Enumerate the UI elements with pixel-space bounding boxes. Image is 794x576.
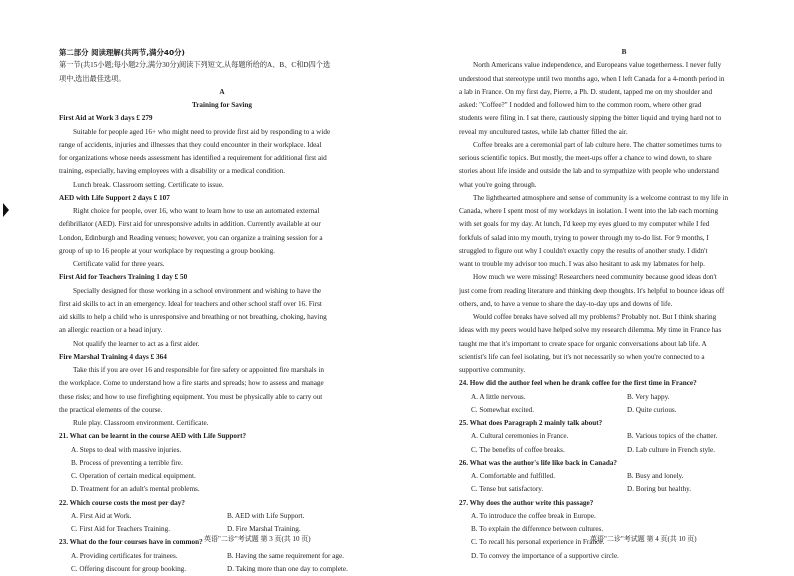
course-line: range of accidents, injuries and illnesses that they could encounter in their workplace. Ideal xyxy=(59,140,322,149)
paragraph-line: How much we were missing! Researchers need community because good ideas don't xyxy=(473,273,717,282)
paragraph-line: just come from reading literature and thinking deep thoughts. It's helpful to bounce ideas off xyxy=(459,286,725,295)
answer-option[interactable]: D. To convey the importance of a supportive circle. xyxy=(471,551,619,560)
course-line: Take this if you are over 16 and responsible for fire safety or appointed fire marshals in xyxy=(73,366,324,374)
paragraph-line: North Americans value independence, and Europeans value togetherness. I never fully xyxy=(473,61,722,70)
answer-option[interactable]: D. Boring but healthy. xyxy=(627,485,692,494)
paragraph-line: asked: "Coffee?" I nodded and followed him to the common room, where other grad xyxy=(459,101,702,109)
answer-option[interactable]: B. Very happy. xyxy=(627,392,670,401)
answer-option[interactable]: C. To recall his personal experience in France. xyxy=(471,538,605,547)
page-footer-right: 英语"二诊"考试题 第 4 页(共 10 页) xyxy=(590,535,697,543)
page-footer-left: 英语"二诊"考试题 第 3 页(共 10 页) xyxy=(204,535,311,543)
answer-option[interactable]: C. Offering discount for group booking. xyxy=(71,564,187,573)
paragraph-line: students were filing in. I sat there, cautiously sipping the bitter liquid and trying hard not to xyxy=(459,114,722,123)
course-line: first aid skills to act in an emergency. Ideal for teachers and other school staff over 16. First xyxy=(59,299,322,308)
answer-option[interactable]: A. Providing certificates for trainees. xyxy=(71,551,178,560)
paragraph-line: scientist's life can feel isolating, but it's not necessarily so when you're connected to a xyxy=(459,352,705,361)
question-stem: 22. Which course costs the most per day? xyxy=(59,498,185,507)
course-heading: Fire Marshal Training 4 days £ 364 xyxy=(59,352,167,361)
option-row xyxy=(459,391,789,404)
paragraph-line: serious scientific topics. But mostly, the meet-ups offer a chance to wind down, to share xyxy=(459,154,712,162)
course-note: Certificate valid for three years. xyxy=(73,260,165,268)
course-line: the workplace. Come to understand how a fire starts and spreads; how to assess and manage xyxy=(59,379,324,388)
course-line: London, Edinburgh and Reading venues; however, you can organize a training session for a xyxy=(59,233,323,242)
course-line: Specially designed for those working in a school environment and wishing to have the xyxy=(73,286,322,295)
left-column xyxy=(59,46,385,576)
paragraph-line: understood that stereotype until two months ago, when I left Canada for a 4-month period in xyxy=(459,74,725,83)
option-row xyxy=(59,510,385,523)
paragraph-line: Canada, where I spent most of my workdays in isolation. I went into the lab each morning xyxy=(459,207,719,215)
question-stem: 24. How did the author feel when he drank coffee for the first time in France? xyxy=(459,379,697,388)
answer-option[interactable]: C. The benefits of coffee breaks. xyxy=(471,445,565,454)
course-heading: First Aid for Teachers Training 1 day £ 50 xyxy=(59,273,188,282)
answer-option[interactable]: A. A little nervous. xyxy=(471,392,526,401)
question-stem: 26. What was the author's life like back in Canada? xyxy=(459,458,618,467)
right-column xyxy=(459,46,789,563)
answer-option[interactable]: B. Having the same requirement for age. xyxy=(227,551,344,560)
paragraph-line: with set goals for my day. At lunch, I'd keep my eyes glued to my computer while I fed xyxy=(459,220,710,229)
answer-option[interactable]: A. Cultural ceremonies in France. xyxy=(471,432,569,441)
paragraph-line: ideas with my peers would have helped solve my research dilemma. My time in France has xyxy=(459,326,722,335)
question-stem: 25. What does Paragraph 2 mainly talk about? xyxy=(459,419,603,427)
question-stem: 23. What do the four courses have in common? xyxy=(59,538,203,547)
answer-option[interactable]: A. First Aid at Work. xyxy=(71,511,132,520)
paragraph-line: a lab in France. On my first day, Pierre, a Ph. D. student, tapped me on my shoulder and xyxy=(459,87,713,96)
course-heading: AED with Life Support 2 days £ 107 xyxy=(59,193,170,202)
answer-option[interactable]: D. Quite curious. xyxy=(627,405,677,414)
course-line: an allergic reaction or a head injury. xyxy=(59,326,163,335)
answer-option[interactable]: A. Steps to deal with massive injuries. xyxy=(71,445,182,454)
paragraph-line: forkfuls of salad into my mouth, trying to power through my to-do list. For 9 months, I xyxy=(459,233,709,242)
question-stem: 21. What can be learnt in the course AED with Life Support? xyxy=(59,432,247,441)
answer-option[interactable]: D. Fire Marshal Training. xyxy=(227,525,301,533)
course-note: Lunch break. Classroom setting. Certificate to issue. xyxy=(73,180,224,189)
page-turn-arrow-icon[interactable] xyxy=(3,203,9,217)
course-line: training, especially, having employees with a disability or a medical condition. xyxy=(59,167,286,176)
option-row xyxy=(459,483,789,496)
answer-option[interactable]: D. Lab culture in French style. xyxy=(627,445,716,454)
section-title: 第二部分 阅读理解(共两节,满分40分) xyxy=(59,48,185,57)
course-line: these risks; and how to use firefighting equipment. You must be physically able to carry out xyxy=(59,392,323,401)
paragraph-line: what you're going through. xyxy=(459,180,537,189)
answer-option[interactable]: C. Tense but satisfactory. xyxy=(471,485,544,494)
answer-option[interactable]: B. AED with Life Support. xyxy=(227,511,305,520)
course-line: defibrillator (AED). First aid for unresponsive adults in addition. Currently available at our xyxy=(59,220,321,229)
course-line: for organizations whose needs assessment has identified a requirement for additional first aid xyxy=(59,154,327,162)
paragraph-line: Coffee breaks are a ceremonial part of lab culture here. The chatter sometimes turns to xyxy=(473,140,722,149)
answer-option[interactable]: B. Process of preventing a terrible fire. xyxy=(71,458,183,467)
paragraph-line: Would coffee breaks have solved all my problems? Probably not. But I think sharing xyxy=(473,313,717,321)
option-row xyxy=(59,563,385,576)
answer-option[interactable]: D. Treatment for an adult's mental problems. xyxy=(71,485,200,494)
course-note: Rule play. Classroom environment. Certificate. xyxy=(73,419,209,427)
option-row xyxy=(459,444,789,457)
paragraph-line: supportive community. xyxy=(459,366,526,374)
answer-option[interactable]: B. Various topics of the chatter. xyxy=(627,432,718,441)
option-row xyxy=(459,404,789,417)
option-row xyxy=(459,430,789,443)
section-intro-line: 第一节(共15小题;每小题2分,满分30分)阅读下列短文,从每题所给的A、B、C和D四个选 xyxy=(59,61,331,70)
passage-letter-b: B xyxy=(621,48,627,56)
paragraph-line: reveal my uncultured tastes, while lab chatter filled the air. xyxy=(459,127,628,136)
answer-option[interactable]: A. Comfortable and fulfilled. xyxy=(471,472,556,480)
answer-option[interactable]: C. First Aid for Teachers Training. xyxy=(71,525,170,533)
answer-option[interactable]: A. To introduce the coffee break in Europe. xyxy=(471,511,596,520)
paragraph-line: The lighthearted atmosphere and sense of community is a welcome contrast to my life in xyxy=(473,193,729,202)
course-line: the practical elements of the course. xyxy=(59,405,163,414)
answer-option[interactable]: D. Taking more than one day to complete. xyxy=(227,564,348,573)
answer-option[interactable]: B. To explain the difference between cultures. xyxy=(471,525,604,533)
passage-letter-a: A xyxy=(219,87,225,96)
answer-option[interactable]: B. Busy and lonely. xyxy=(627,472,684,480)
answer-option[interactable]: C. Operation of certain medical equipment. xyxy=(71,472,196,480)
course-line: aid skills to help a child who is unresponsive and breathing or not breathing, choking, having xyxy=(59,313,327,321)
paragraph-line: taught me that it's important to create space for organic conversations about lab life. A xyxy=(459,339,707,348)
option-row xyxy=(59,550,385,563)
question-stem: 27. Why does the author write this passage? xyxy=(459,498,594,507)
paragraph-line: struggled to figure out why I couldn't exactly copy the results of another study. I didn't xyxy=(459,246,708,255)
course-line: Suitable for people aged 16+ who might need to provide first aid by responding to a wide xyxy=(73,127,331,136)
option-row xyxy=(459,470,789,483)
course-heading: First Aid at Work 3 days £ 279 xyxy=(59,114,153,123)
course-line: group of up to 16 people at your workplace by requesting a group booking. xyxy=(59,246,275,255)
paragraph-line: want to trouble my advisor too much. I was also hesitant to ask my labmates for help. xyxy=(459,260,705,268)
section-intro-line: 项中,选出最佳选项。 xyxy=(59,74,126,83)
answer-option[interactable]: C. Somewhat excited. xyxy=(471,405,535,414)
course-line: Right choice for people, over 16, who want to learn how to use an automated external xyxy=(73,207,320,215)
paragraph-line: others, and, to have a venue to share the day-to-day ups and downs of life. xyxy=(459,299,673,308)
passage-title: Training for Saving xyxy=(191,101,253,109)
paragraph-line: stories about life inside and outside the lab and to sympathize with people who understand xyxy=(459,167,719,176)
course-note: Not qualify the learner to act as a first aider. xyxy=(73,339,200,348)
